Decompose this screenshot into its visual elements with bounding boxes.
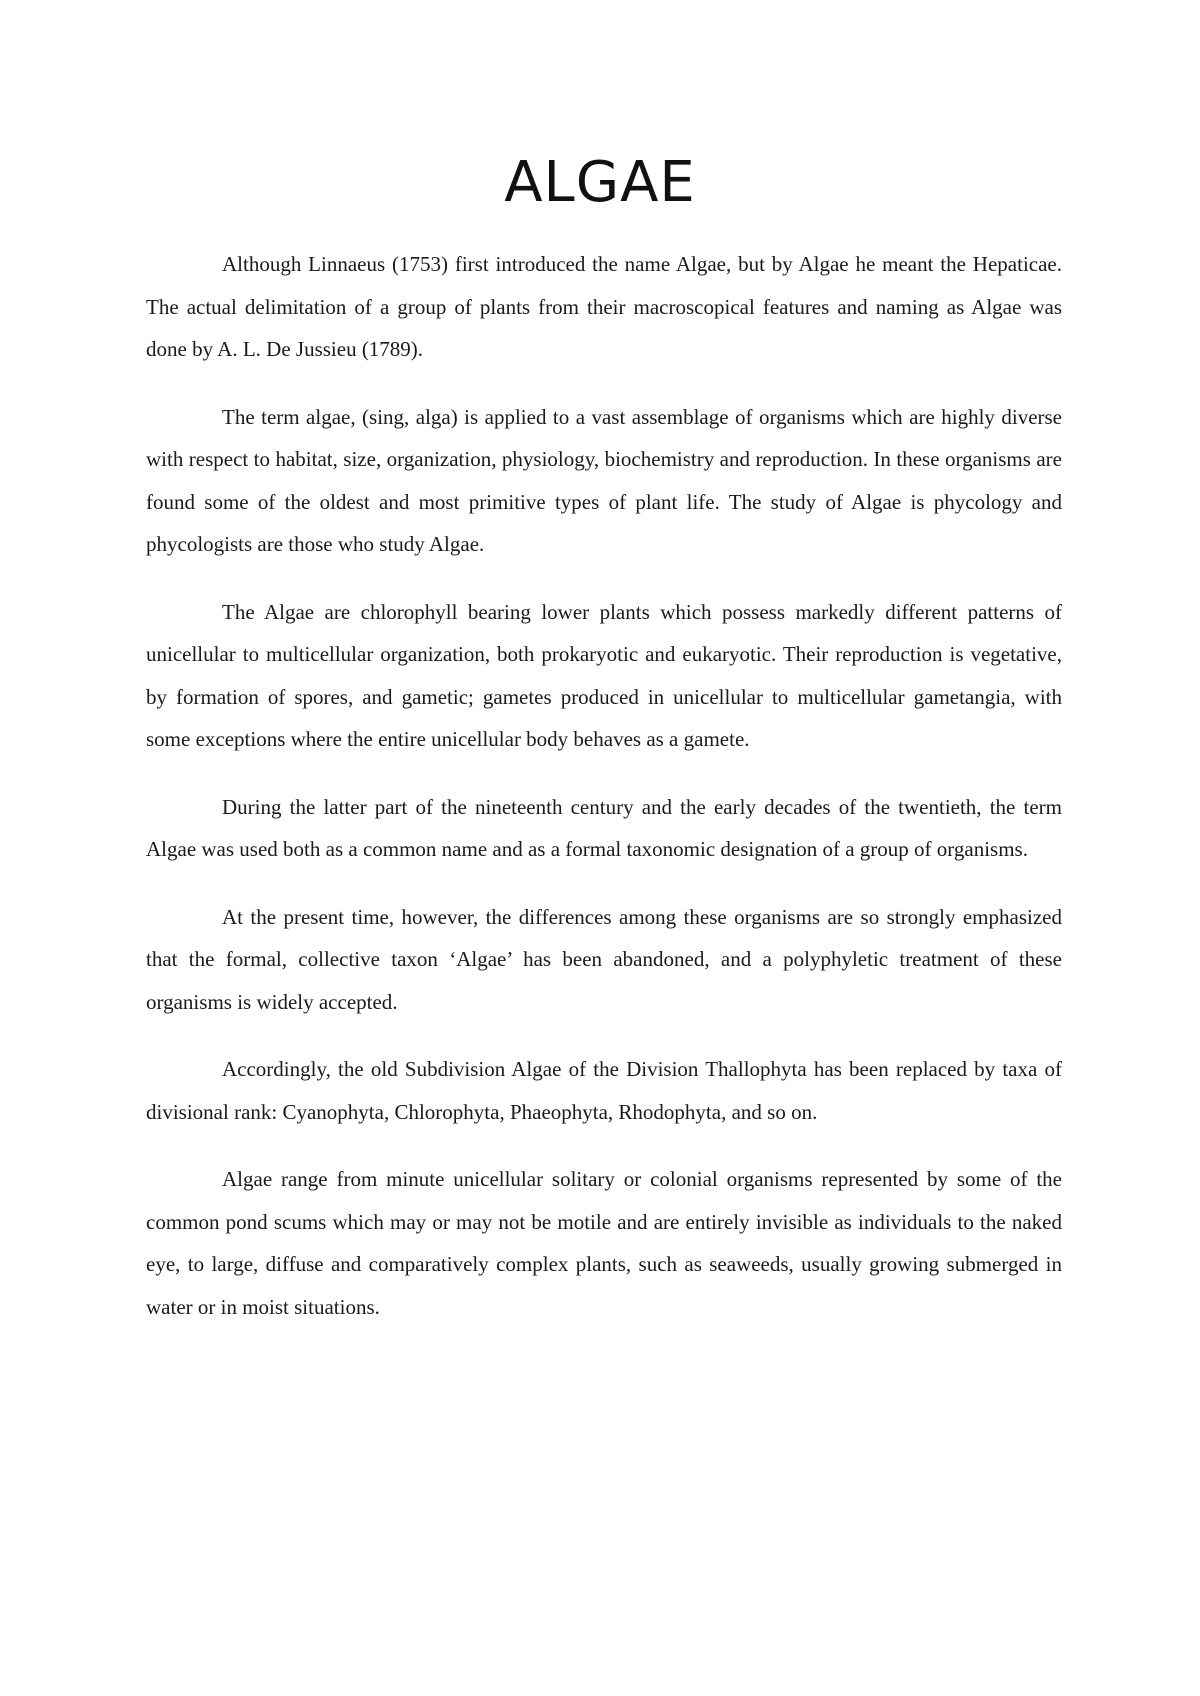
paragraph: During the latter part of the nineteenth century and the early decades of the twentieth, the term Algae was used both as a common name and as a formal taxonomic designation of a group of organisms. [146,794,1062,861]
paragraph: Although Linnaeus (1753) first introduced the name Algae, but by Algae he meant the Hepaticae. The actual delimitation of a group of plants from their macroscopical features and naming as Algae was done by A. L. De Jussieu (1789). [146,252,1062,361]
paragraph: Accordingly, the old Subdivision Algae of the Division Thallophyta has been replaced by taxa of divisional rank: Cyanophyta, Chlorophyta, Phaeophyta, Rhodophyta, and so on. [146,1057,1062,1124]
paragraph: At the present time, however, the differences among these organisms are so strongly emphasized that the formal, collective taxon ‘Algae’ has been abandoned, and a polyphyletic treatment of these organisms is widely accepted. [146,904,1062,1014]
paragraph: The term algae, (sing, alga) is applied to a vast assemblage of organisms which are highly diverse with respect to habitat, size, organization, physiology, biochemistry and reproduction. In these organisms are found some of the oldest and most primitive types of plant life. The study of Algae is phycology and phycologists are those who study Algae. [146,404,1062,556]
paragraph: Algae range from minute unicellular solitary or colonial organisms represented by some of the common pond scums which may or may not be motile and are entirely invisible as individuals to the naked eye, to large, diffuse and comparatively complex plants, such as seaweeds, usually growing submerged in water or in moist situations. [146,1167,1062,1319]
page-title: ALGAE [504,150,696,215]
paragraph: The Algae are chlorophyll bearing lower plants which possess markedly different patterns of unicellular to multicellular organization, both prokaryotic and eukaryotic. Their reproduction is vegetative, by formation of spores, and gametic; gametes produced in unicellular to multicellular gametangia, with some exceptions where the entire unicellular body behaves as a gamete. [146,599,1062,751]
document-body [146,243,1062,1353]
